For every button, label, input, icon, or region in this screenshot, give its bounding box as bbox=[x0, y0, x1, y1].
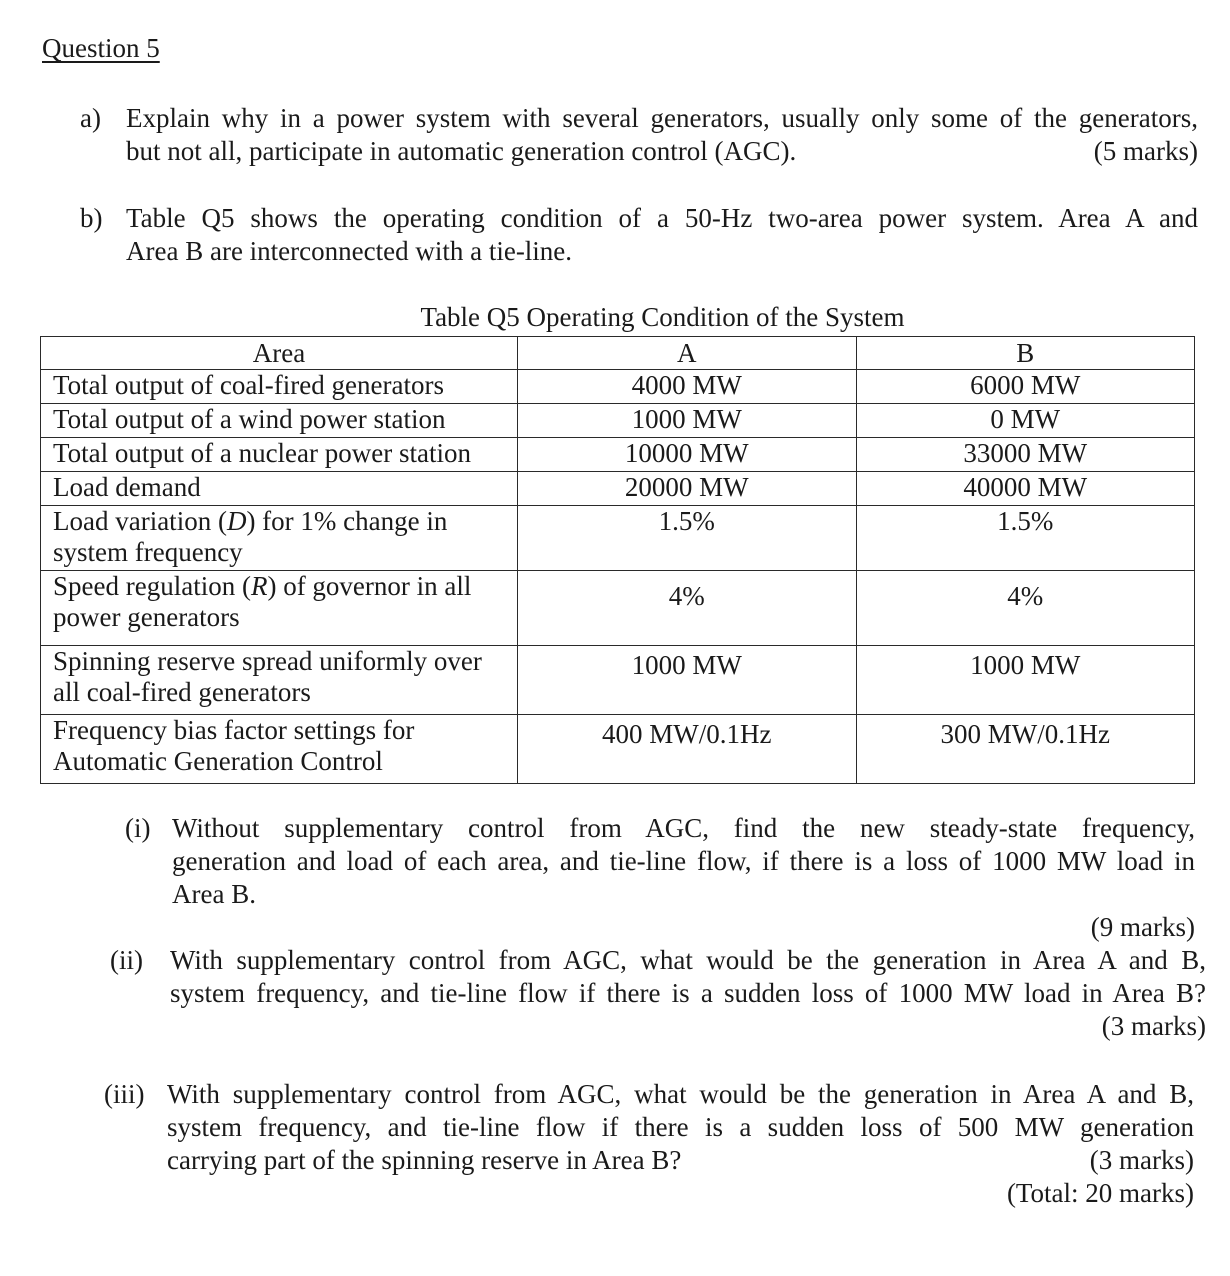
row-param: Load demand bbox=[41, 472, 518, 506]
row-value-a: 1000 MW bbox=[518, 404, 857, 438]
table-caption: Table Q5 Operating Condition of the System bbox=[420, 302, 905, 332]
sub-iii-line-1: With supplementary control from AGC, what would be the generation in Area A and B, bbox=[167, 1079, 1194, 1109]
row-value-b: 40000 MW bbox=[856, 472, 1195, 506]
row-param: Total output of a wind power station bbox=[41, 404, 518, 438]
table-row bbox=[41, 571, 1195, 646]
row-param: Total output of coal-fired generators bbox=[41, 370, 518, 404]
row-value-a: 4% bbox=[518, 571, 857, 646]
sub-iii-line-3: carrying part of the spinning reserve in Area B? bbox=[167, 1145, 682, 1175]
part-a-line-2: but not all, participate in automatic generation control (AGC). bbox=[126, 136, 797, 166]
table-row bbox=[41, 472, 1195, 506]
sub-iii-label: (iii) bbox=[104, 1079, 145, 1109]
symbol-r: R bbox=[250, 571, 268, 601]
part-b-line-2: Area B are interconnected with a tie-line. bbox=[126, 236, 573, 266]
row-value-b: 0 MW bbox=[856, 404, 1195, 438]
sub-ii-label: (ii) bbox=[110, 945, 143, 975]
row-value-a: 400 MW/0.1Hz bbox=[518, 715, 857, 784]
sub-i-line-3: Area B. bbox=[172, 879, 256, 909]
row-param: Spinning reserve spread uniformly over all coal-fired generators bbox=[41, 646, 518, 715]
row-value-b: 1000 MW bbox=[856, 646, 1195, 715]
table-row bbox=[41, 404, 1195, 438]
question-heading: Question 5 bbox=[42, 33, 160, 63]
sub-i-line-1: Without supplementary control from AGC, find the new steady-state frequency, bbox=[172, 813, 1195, 843]
row-value-a: 20000 MW bbox=[518, 472, 857, 506]
part-b-line-1: Table Q5 shows the operating condition of a 50-Hz two-area power system. Area A and bbox=[126, 203, 1198, 233]
header-a: A bbox=[518, 337, 857, 370]
part-a-line-1: Explain why in a power system with several generators, usually only some of the generators, bbox=[126, 103, 1198, 133]
table-row bbox=[41, 506, 1195, 571]
total-marks: (Total: 20 marks) bbox=[1006, 1178, 1194, 1208]
symbol-d: D bbox=[226, 506, 247, 536]
row-param: Load variation (D) for 1% change in system frequency bbox=[41, 506, 518, 571]
row-param: Frequency bias factor settings for Automatic Generation Control bbox=[41, 715, 518, 784]
sub-ii-marks: (3 marks) bbox=[1101, 1011, 1206, 1041]
part-a-marks: (5 marks) bbox=[1093, 136, 1198, 166]
operating-condition-table bbox=[40, 336, 1195, 784]
sub-i-label: (i) bbox=[125, 813, 151, 843]
sub-i-line-2: generation and load of each area, and tie-line flow, if there is a loss of 1000 MW load in bbox=[172, 846, 1195, 876]
part-a-label: a) bbox=[80, 103, 101, 133]
row-value-b: 300 MW/0.1Hz bbox=[856, 715, 1195, 784]
row-value-a: 10000 MW bbox=[518, 438, 857, 472]
sub-ii-line-2: system frequency, and tie-line flow if there is a sudden loss of 1000 MW load in Area B? bbox=[170, 978, 1206, 1008]
row-value-a: 4000 MW bbox=[518, 370, 857, 404]
table-row bbox=[41, 438, 1195, 472]
row-param: Total output of a nuclear power station bbox=[41, 438, 518, 472]
table-row bbox=[41, 370, 1195, 404]
row-param: Speed regulation (R) of governor in all power generators bbox=[41, 571, 518, 646]
header-b: B bbox=[856, 337, 1195, 370]
row-value-a: 1000 MW bbox=[518, 646, 857, 715]
part-b-label: b) bbox=[80, 203, 103, 233]
row-value-b: 4% bbox=[856, 571, 1195, 646]
table-row bbox=[41, 715, 1195, 784]
header-area: Area bbox=[41, 337, 518, 370]
row-value-b: 1.5% bbox=[856, 506, 1195, 571]
sub-i-marks: (9 marks) bbox=[1090, 912, 1195, 942]
row-value-b: 6000 MW bbox=[856, 370, 1195, 404]
sub-iii-line-2: system frequency, and tie-line flow if there is a sudden loss of 500 MW generation bbox=[167, 1112, 1194, 1142]
row-value-a: 1.5% bbox=[518, 506, 857, 571]
row-value-b: 33000 MW bbox=[856, 438, 1195, 472]
sub-ii-line-1: With supplementary control from AGC, what would be the generation in Area A and B, bbox=[170, 945, 1206, 975]
table-header-row bbox=[41, 337, 1195, 370]
table-row bbox=[41, 646, 1195, 715]
sub-iii-marks: (3 marks) bbox=[1089, 1145, 1194, 1175]
